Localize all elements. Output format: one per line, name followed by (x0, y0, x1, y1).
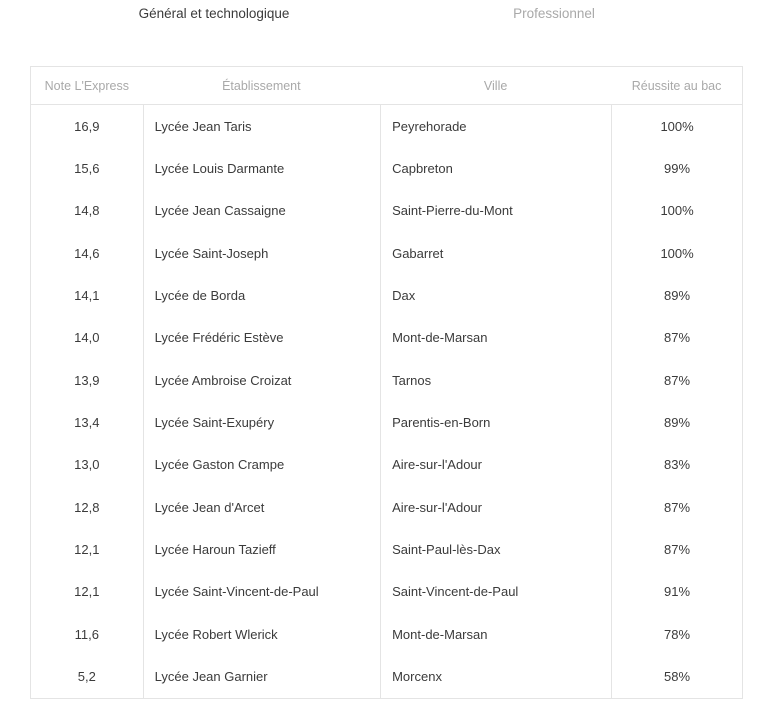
cell-etablissement: Lycée Saint-Joseph (143, 232, 380, 274)
cell-reussite: 89% (611, 401, 742, 443)
cell-ville: Aire-sur-l'Adour (380, 444, 611, 486)
cell-note: 12,1 (74, 542, 100, 558)
cell-note: 5,2 (77, 669, 96, 685)
table-row (31, 105, 742, 147)
table-row (31, 486, 742, 528)
cell-etablissement: Lycée Saint-Exupéry (143, 401, 380, 443)
cell-note: 13,4 (74, 415, 100, 431)
cell-ville: Mont-de-Marsan (380, 317, 611, 359)
cell-note: 16,9 (74, 118, 100, 134)
header-ville: Ville (483, 78, 508, 93)
cell-note: 12,8 (74, 499, 100, 515)
cell-reussite: 87% (611, 359, 742, 401)
cell-etablissement: Lycée Jean Garnier (143, 655, 380, 697)
cell-ville: Parentis-en-Born (380, 401, 611, 443)
cell-reussite: 89% (611, 274, 742, 316)
cell-ville: Saint-Vincent-de-Paul (380, 571, 611, 613)
cell-etablissement: Lycée Frédéric Estève (143, 317, 380, 359)
table-row (31, 571, 742, 613)
table-row (31, 317, 742, 359)
cell-etablissement: Lycée Haroun Tazieff (143, 528, 380, 570)
cell-ville: Capbreton (380, 147, 611, 189)
header-etablissement: Établissement (222, 78, 301, 93)
cell-etablissement: Lycée Gaston Crampe (143, 444, 380, 486)
cell-reussite: 87% (611, 486, 742, 528)
table-row (31, 359, 742, 401)
tab-bar (44, 0, 724, 22)
cell-etablissement: Lycée Jean Cassaigne (143, 190, 380, 232)
cell-etablissement: Lycée Jean Taris (143, 105, 380, 147)
cell-ville: Mont-de-Marsan (380, 613, 611, 655)
cell-note: 14,0 (74, 330, 100, 346)
table-header-row (31, 67, 742, 105)
tab-professionnel[interactable]: Professionnel (513, 6, 595, 21)
cell-note: 14,1 (74, 288, 100, 304)
table-row (31, 147, 742, 189)
cell-reussite: 91% (611, 571, 742, 613)
cell-ville: Tarnos (380, 359, 611, 401)
cell-ville: Dax (380, 274, 611, 316)
cell-ville: Saint-Paul-lès-Dax (380, 528, 611, 570)
table-row (31, 190, 742, 232)
cell-note: 14,6 (74, 245, 100, 261)
header-note-lexpress: Note L'Express (44, 78, 129, 93)
cell-reussite: 58% (611, 655, 742, 697)
cell-reussite: 100% (611, 105, 742, 147)
cell-ville: Saint-Pierre-du-Mont (380, 190, 611, 232)
results-table (30, 66, 743, 699)
table-body (31, 105, 742, 698)
header-reussite-au-bac: Réussite au bac (631, 78, 722, 93)
cell-ville: Aire-sur-l'Adour (380, 486, 611, 528)
cell-reussite: 87% (611, 528, 742, 570)
table-row (31, 401, 742, 443)
cell-note: 13,0 (74, 457, 100, 473)
cell-ville: Morcenx (380, 655, 611, 697)
table-row (31, 613, 742, 655)
cell-reussite: 78% (611, 613, 742, 655)
cell-etablissement: Lycée Saint-Vincent-de-Paul (143, 571, 380, 613)
table-row (31, 444, 742, 486)
cell-etablissement: Lycée Robert Wlerick (143, 613, 380, 655)
cell-reussite: 83% (611, 444, 742, 486)
table-row (31, 528, 742, 570)
table-row (31, 232, 742, 274)
cell-ville: Gabarret (380, 232, 611, 274)
table-row (31, 655, 742, 697)
cell-ville: Peyrehorade (380, 105, 611, 147)
cell-reussite: 87% (611, 317, 742, 359)
cell-note: 13,9 (74, 372, 100, 388)
cell-etablissement: Lycée Louis Darmante (143, 147, 380, 189)
cell-note: 14,8 (74, 203, 100, 219)
cell-etablissement: Lycée de Borda (143, 274, 380, 316)
table-row (31, 274, 742, 316)
cell-reussite: 100% (611, 232, 742, 274)
cell-etablissement: Lycée Jean d'Arcet (143, 486, 380, 528)
cell-note: 15,6 (74, 161, 100, 177)
tab-general-et-technologique[interactable]: Général et technologique (138, 6, 290, 21)
cell-reussite: 100% (611, 190, 742, 232)
cell-reussite: 99% (611, 147, 742, 189)
cell-note: 12,1 (74, 584, 100, 600)
cell-note: 11,6 (74, 626, 99, 642)
cell-etablissement: Lycée Ambroise Croizat (143, 359, 380, 401)
